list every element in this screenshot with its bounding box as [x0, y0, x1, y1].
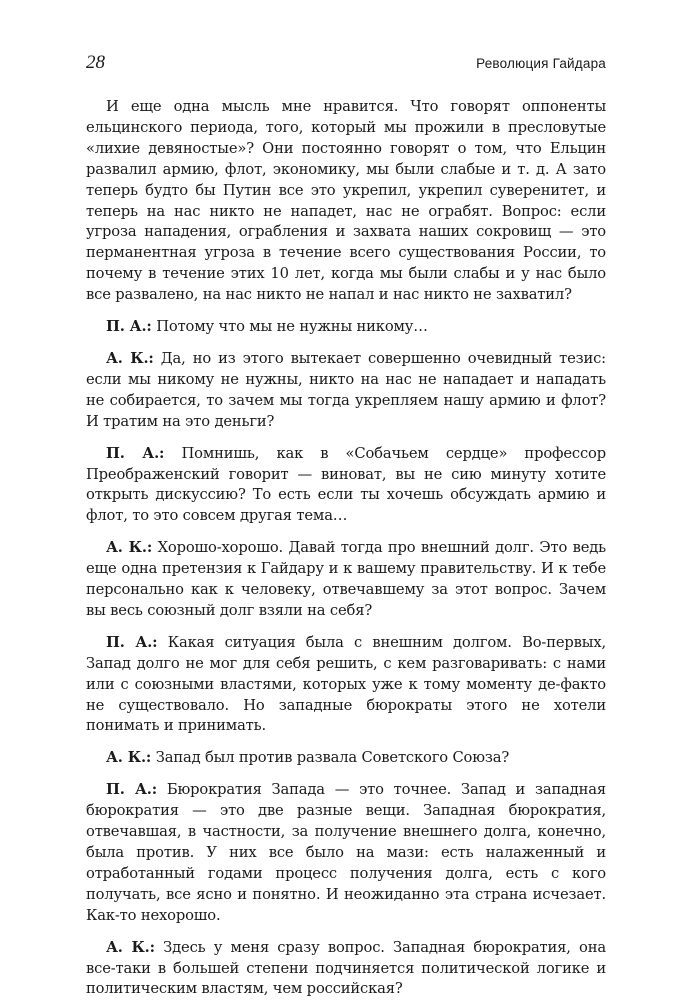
- speaker-label: П. А.:: [106, 633, 158, 651]
- speaker-label: А. К.:: [106, 938, 155, 956]
- speaker-label: П. А.:: [106, 781, 158, 799]
- paragraph-text: Запад был против развала Советского Союза?: [155, 749, 510, 767]
- speaker-label: П. А.:: [106, 318, 152, 336]
- dialogue-paragraph: [86, 538, 606, 622]
- body-text: [86, 97, 606, 1000]
- dialogue-paragraph: [86, 748, 606, 769]
- paragraph-text: Какая ситуация была с внешним долгом. Во-первых, Запад долго не мог для себя решить, с кем разговаривать: с нами или с союзными властями, которых уже к тому моменту де-факто не существовало. Но западные бюрократы этого не хотели понимать и принимать.: [86, 633, 606, 735]
- speaker-label: А. К.:: [106, 349, 154, 367]
- dialogue-paragraph: [86, 938, 606, 1000]
- paragraph-text: Да, но из этого вытекает совершенно очевидный тезис: если мы никому не нужны, никто на нас не нападает и нападать не собирается, то зачем мы тогда укрепляем нашу армию и флот? И тратим на это деньги?: [86, 349, 606, 430]
- dialogue-paragraph: [86, 633, 606, 738]
- page-number: 28: [86, 52, 105, 73]
- paragraph-text: И еще одна мысль мне нравится. Что говорят оппоненты ельцинского периода, того, который мы прожили в пресловутые «лихие девяностые»? Они постоянно говорят о том, что Ельцин развалил армию, флот, экономику, мы были слабые и т. д. А зато теперь будто бы Путин все это укрепил, укрепил суверенитет, и теперь на нас никто не нападет, нас не ограбят. Вопрос: если угроза нападения, ограбления и захвата наших сокровищ — это перманентная угроза в течение всего существования России, то почему в течение этих 10 лет, когда мы были слабы и у нас было все развалено, на нас никто не напал и нас никто не захватил?: [86, 98, 606, 304]
- dialogue-paragraph: [86, 349, 606, 433]
- dialogue-paragraph: [86, 444, 606, 528]
- speaker-label: А. К.:: [106, 539, 153, 557]
- paragraph-text: Бюрократия Запада — это точнее. Запад и западная бюрократия — это две разные вещи. Западная бюрократия, отвечавшая, в частности, за получение внешнего долга, конечно, была против. У них все было на мази: есть налаженный и отработанный годами процесс получения долга, есть с кого получать, все ясно и понятно. И неожиданно эта страна исчезает. Как-то нехорошо.: [86, 781, 606, 924]
- running-title: Революция Гайдара: [476, 56, 606, 71]
- page-header: [86, 52, 606, 78]
- paragraph-text: Хорошо-хорошо. Давай тогда про внешний долг. Это ведь еще одна претензия к Гайдару и к вашему правительству. И к тебе персонально как к человеку, отвечавшему за этот вопрос. Зачем вы весь союзный долг взяли на себя?: [86, 539, 606, 619]
- paragraph-text: Потому что мы не нужны никому…: [156, 318, 428, 336]
- dialogue-paragraph: [86, 780, 606, 926]
- speaker-label: А. К.:: [106, 749, 152, 767]
- dialogue-paragraph: [86, 317, 606, 338]
- paragraph-text: Здесь у меня сразу вопрос. Западная бюрократия, она все-таки в большей степени подчиняется политической логике и политическим властям, чем российская?: [86, 938, 606, 998]
- paragraph-text: Помнишь, как в «Собачьем сердце» профессор Преображенский говорит — виноват, вы не сию минуту хотите открыть дискуссию? То есть если ты хочешь обсуждать армию и флот, то это совсем другая тема…: [86, 444, 607, 525]
- speaker-label: П. А.:: [106, 444, 165, 462]
- paragraph: [86, 97, 606, 306]
